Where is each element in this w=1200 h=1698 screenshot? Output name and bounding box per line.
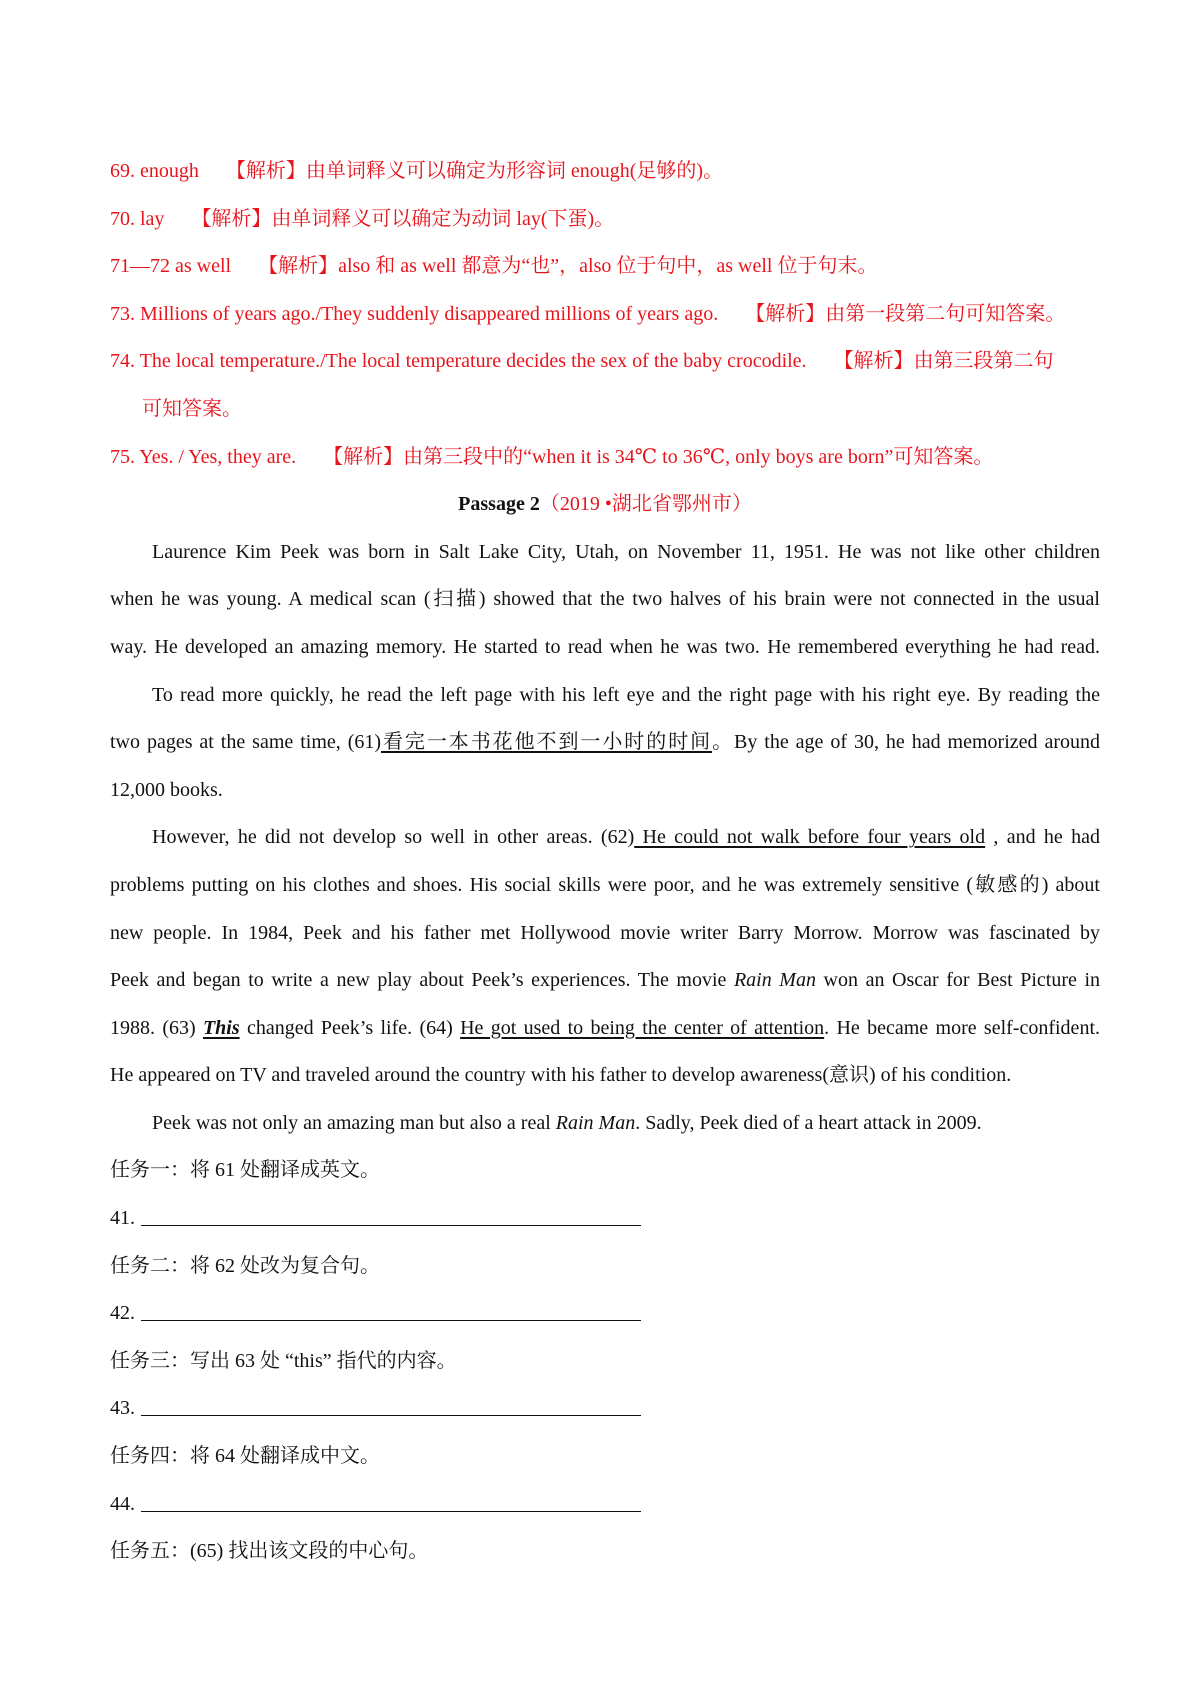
passage-source: （2019 •湖北省鄂州市） [539, 493, 752, 516]
document-content [110, 148, 1100, 1576]
paragraph-3-line-2: problems putting on his clothes and shoes. His social skills were poor, and he was extremely sensitive (敏感的) about [110, 873, 1100, 896]
passage-title [110, 481, 1100, 529]
paragraph-3-line-5: 1988. (63) This changed Peek’s life. (64) He got used to being the center of attention. He became more self-confident. [110, 1016, 1100, 1039]
task-3-label: 任务三：写出 63 处 “this” 指代的内容。 [110, 1349, 457, 1372]
answer-blank-41[interactable] [141, 1203, 641, 1226]
task-4-answer-line: 44. [110, 1481, 1100, 1529]
paragraph-3-line-4: Peek and began to write a new play about Peek’s experiences. The movie Rain Man won an Oscar for Best Picture in [110, 969, 1100, 992]
task-1-answer-line: 41. [110, 1195, 1100, 1243]
task-2-label: 任务二：将 62 处改为复合句。 [110, 1254, 380, 1277]
passage-title-text: Passage 2 [458, 493, 540, 516]
paragraph-2-line-2: two pages at the same time, (61)看完一本书花他不到一小时的时间。By the age of 30, he had memorized around [110, 731, 1100, 754]
answer-70: 70. lay 【解析】由单词释义可以确定为动词 lay(下蛋)。 [110, 207, 615, 230]
paragraph-1-line-2: when he was young. A medical scan (扫描) showed that the two halves of his brain were not connected in the usual [110, 588, 1100, 611]
answer-71-72: 71—72 as well 【解析】also 和 as well 都意为“也”，also 位于句中，as well 位于句末。 [110, 255, 878, 278]
underlined-63-this: This [202, 1016, 240, 1039]
underlined-62: He could not walk before four years old [634, 826, 986, 849]
paragraph-3-line-1: However, he did not develop so well in other areas. (62) He could not walk before four years old , and he had [152, 826, 1100, 849]
task-3-answer-line: 43. [110, 1385, 1100, 1433]
answer-69: 69. enough 【解析】由单词释义可以确定为形容词 enough(足够的)。 [110, 160, 724, 182]
answer-73: 73. Millions of years ago./They suddenly disappeared millions of years ago. 【解析】由第一段第二句可知答案。 [110, 302, 1066, 325]
answer-blank-43[interactable] [141, 1393, 641, 1416]
underlined-64: He got used to being the center of attention [460, 1016, 825, 1039]
paragraph-3-line-3: new people. In 1984, Peek and his father met Hollywood movie writer Barry Morrow. Morrow was fascinated by [110, 921, 1100, 944]
task-5-label: 任务五：(65) 找出该文段的中心句。 [110, 1540, 429, 1563]
paragraph-2-line-1: To read more quickly, he read the left page with his left eye and the right page with his right eye. By reading the [152, 683, 1100, 706]
task-4-label: 任务四：将 64 处翻译成中文。 [110, 1445, 380, 1468]
paragraph-3-line-6: He appeared on TV and traveled around the country with his father to develop awareness(意识) of his condition. [110, 1064, 1012, 1087]
paragraph-2-line-3: 12,000 books. [110, 778, 223, 801]
paragraph-4: Peek was not only an amazing man but also a real Rain Man. Sadly, Peek died of a heart attack in 2009. [152, 1111, 982, 1134]
paragraph-1-line-1: Laurence Kim Peek was born in Salt Lake City, Utah, on November 11, 1951. He was not like other children [152, 540, 1100, 563]
task-2-answer-line: 42. [110, 1290, 1100, 1338]
underlined-61: 看完一本书花他不到一小时的时间 [381, 731, 713, 754]
answer-75: 75. Yes. / Yes, they are. 【解析】由第三段中的“when it is 34℃ to 36℃, only boys are born”可知答案。 [110, 445, 994, 468]
answer-blank-44[interactable] [141, 1489, 641, 1512]
task-1-label: 任务一：将 61 处翻译成英文。 [110, 1159, 380, 1182]
answer-blank-42[interactable] [141, 1298, 641, 1321]
paragraph-1-line-3: way. He developed an amazing memory. He started to read when he was two. He remembered everything he had read. [110, 635, 1100, 658]
answer-74-continued: 可知答案。 [142, 397, 242, 420]
answer-74: 74. The local temperature./The local temperature decides the sex of the baby crocodile. 【解析】由第三段第二句 [110, 350, 1054, 373]
